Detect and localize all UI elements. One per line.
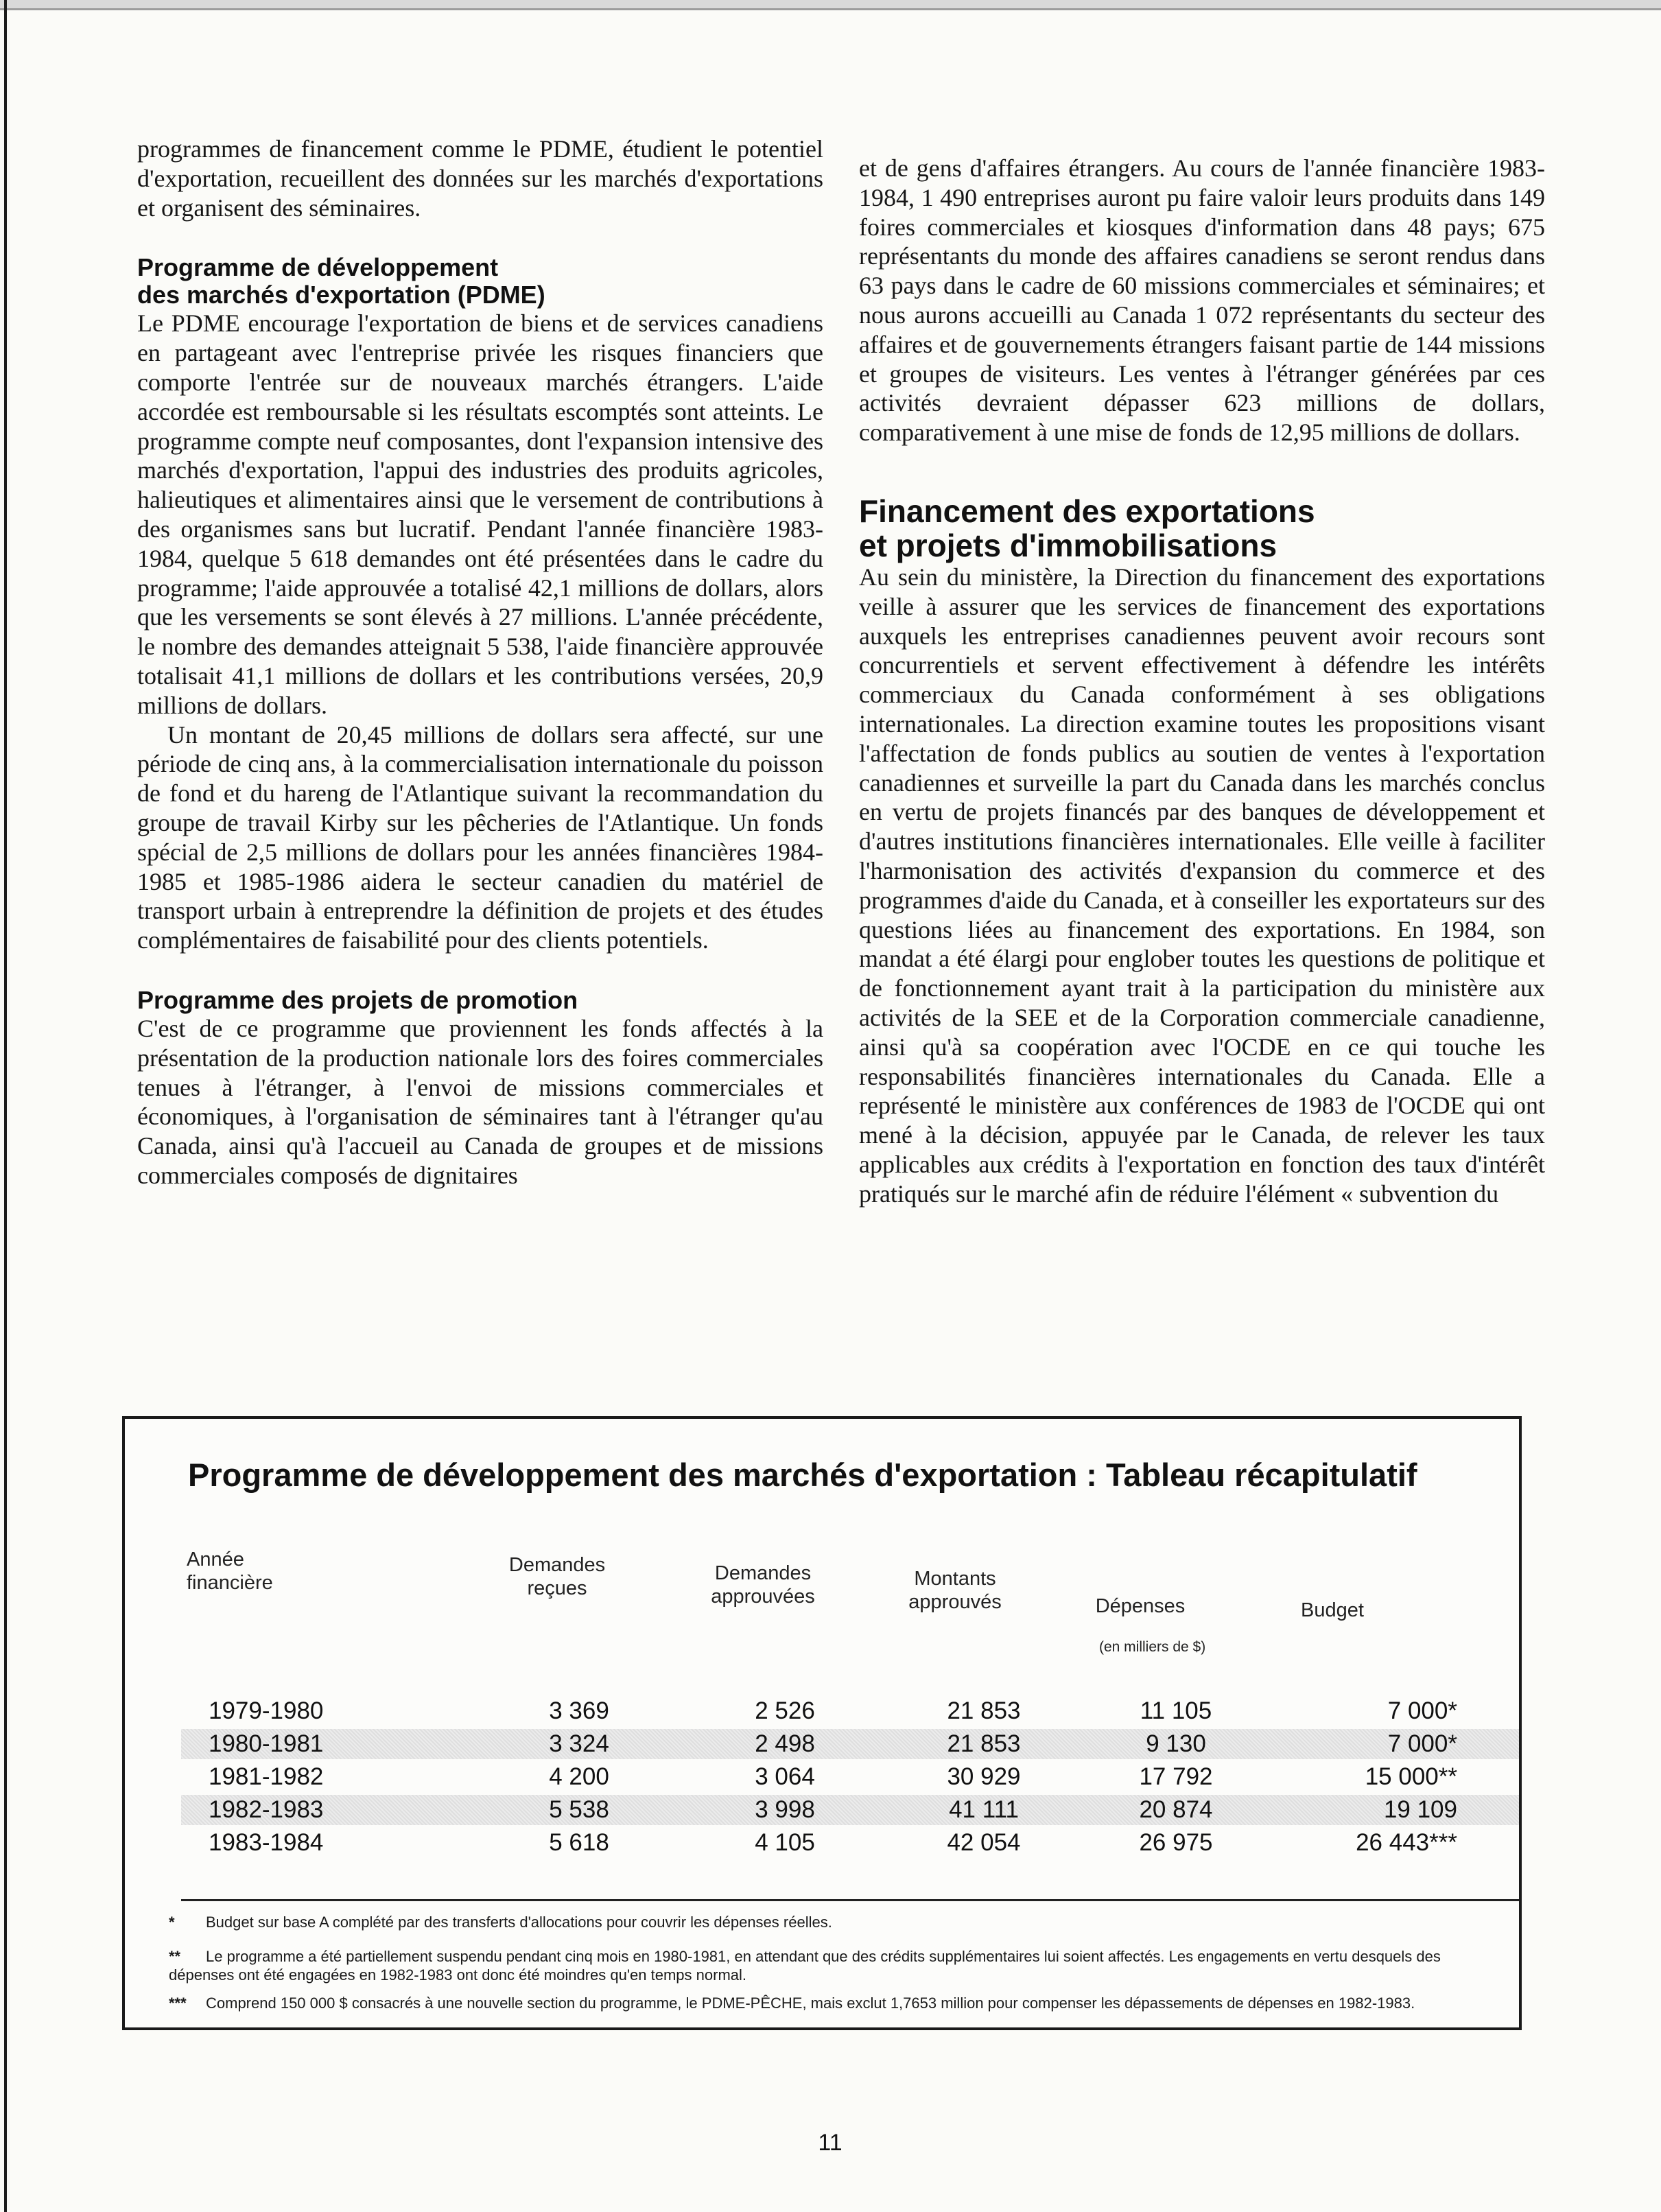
footnote-text: Le programme a été partiellement suspendu pendant cinq mois en 1980-1981, en attendant que des crédits supplémentaires lui soient affectés. Les engagements en vertu desquels des dépenses ont été engagées en 1982-1983 ont donc été moindres qu'en temps normal. <box>169 1948 1441 1984</box>
summary-table-title: Programme de développement des marchés d'exportation : Tableau récapitulatif <box>188 1457 1417 1493</box>
cell-montants: 42 054 <box>947 1829 1021 1856</box>
header-recues-line2: reçues <box>527 1577 587 1599</box>
header-annee-line2: financière <box>187 1572 273 1594</box>
table-row <box>181 1795 1519 1825</box>
cell-budget: 19 109 <box>1383 1796 1457 1823</box>
cell-depenses: 26 975 <box>1139 1829 1213 1856</box>
footnote-text: Comprend 150 000 $ consacrés à une nouvelle section du programme, le PDME-PÊCHE, mais exclut 1,7653 million pour compenser les dépassements de dépenses en 1982-1983. <box>206 1995 1415 2012</box>
financing-heading-line2: et projets d'immobilisations <box>859 527 1277 563</box>
cell-recues: 3 369 <box>549 1697 609 1724</box>
header-demandes-recues <box>482 1553 633 1600</box>
pdme-paragraph-1: Le PDME encourage l'exportation de biens et de services canadiens en partageant avec l'entreprise privée les risques financiers que comporte l'entrée sur de nouveaux marchés étrangers. L'aide accordée est remboursable si les résultats escomptés sont atteints. Le programme compte neuf composantes, dont l'expansion intensive des marchés d'exportation, l'appui des industries des produits agricoles, halieutiques et alimentaires ainsi que le versement de contributions à des organismes sans but lucratif. Pendant l'année financière 1983-1984, quelque 5 618 demandes ont été présentées dans le cadre du programme; l'aide approuvée a totalisé 42,1 millions de dollars, alors que les versements se sont élevés à 27 millions. L'année précédente, le nombre des demandes atteignait 5 538, l'aide financière approuvée totalisait 41,1 millions de dollars et les contributions versées, 20,9 millions de dollars. <box>137 309 823 719</box>
cell-recues: 5 538 <box>549 1796 609 1823</box>
header-recues-line1: Demandes <box>508 1554 606 1576</box>
cell-approuvees: 3 064 <box>755 1763 815 1790</box>
financing-paragraph: Au sein du ministère, la Direction du financement des exportations veille à assurer que les services de financement des exportations auxquels les entreprises canadiennes peuvent avoir recours sont concurrentiels et servent effectivement à défendre les intérêts commerciaux du Canada conformément à ses obligations internationales. La direction examine toutes les propositions visant l'affectation de fonds publics au soutien de ventes à l'exportation canadiennes et surveille la part du Canada dans les marchés conclus en vertu de projets financés par des banques de développement et d'autres institutions financières internationales. Elle veille à faciliter l'harmonisation des activités d'expansion du commerce et des programmes d'aide du Canada, et à conseiller les exportateurs sur des questions liées au financement des exportations. En 1984, son mandat a été élargi pour englober toutes les questions de politique et de fonctionnement ayant trait à la participation du ministère aux activités de la SEE et de la Corporation commerciale canadienne, ainsi qu'à sa coopération avec l'OCDE en ce qui touche les responsabilités financières internationales du Canada. Elle a représenté le ministère aux conférences de 1983 de l'OCDE qui ont mené à la décision, appuyée par le Canada, de relever les taux applicables aux crédits à l'exportation en fonction des taux d'intérêt pratiqués sur le marché afin de réduire l'élément « subvention du <box>859 563 1545 1208</box>
table-row <box>181 1828 1519 1858</box>
pdme-heading-line2: des marchés d'exportation (PDME) <box>137 281 545 309</box>
header-annee-line1: Année <box>187 1549 244 1570</box>
header-annee <box>187 1548 338 1595</box>
financing-heading <box>859 494 1545 563</box>
summary-table-box <box>122 1416 1522 2030</box>
footnote-3 <box>169 1994 1486 2012</box>
footnote-2 <box>169 1947 1486 1984</box>
cell-year: 1980-1981 <box>209 1730 324 1757</box>
cell-year: 1982-1983 <box>209 1796 324 1823</box>
cell-approuvees: 2 526 <box>755 1697 815 1724</box>
header-budget: Budget <box>1301 1599 1364 1621</box>
left-column <box>137 134 823 1190</box>
cell-approuvees: 2 498 <box>755 1730 815 1757</box>
cell-year: 1981-1982 <box>209 1763 324 1790</box>
cell-depenses: 20 874 <box>1139 1796 1213 1823</box>
cell-budget: 7 000* <box>1387 1697 1457 1724</box>
cell-depenses: 17 792 <box>1139 1763 1213 1790</box>
header-approuvees-line2: approuvées <box>711 1586 815 1608</box>
cell-montants: 21 853 <box>947 1730 1021 1757</box>
table-divider <box>181 1899 1519 1901</box>
cell-budget: 7 000* <box>1387 1730 1457 1757</box>
page-number: 11 <box>818 2130 843 2156</box>
cell-year: 1983-1984 <box>209 1829 324 1856</box>
header-unit-note: (en milliers de $) <box>1099 1639 1206 1655</box>
header-montants-line2: approuvés <box>908 1591 1002 1613</box>
cell-approuvees: 4 105 <box>755 1829 815 1856</box>
cell-year: 1979-1980 <box>209 1697 324 1724</box>
scan-edge-left <box>4 0 7 2212</box>
footnote-mark: *** <box>169 1995 187 2012</box>
right-column <box>859 154 1545 1209</box>
cell-recues: 4 200 <box>549 1763 609 1790</box>
header-depenses: Dépenses <box>1095 1595 1186 1617</box>
pdme-heading-line1: Programme de développement <box>137 253 499 282</box>
cell-depenses: 9 130 <box>1146 1730 1206 1757</box>
table-row <box>181 1762 1519 1792</box>
header-montants-line1: Montants <box>914 1568 996 1590</box>
table-row <box>181 1696 1519 1726</box>
scan-edge-top <box>0 0 1661 8</box>
promotion-paragraph: C'est de ce programme que proviennent les fonds affectés à la présentation de la production nationale lors des foires commerciales tenues à l'étranger, à l'envoi de missions commerciales et économiques, à l'organisation de séminaires tant à l'étranger qu'au Canada, ainsi qu'à l'accueil au Canada de groupes et de missions commerciales composés de dignitaires <box>137 1014 823 1189</box>
header-montants-approuves <box>880 1567 1030 1614</box>
header-approuvees-line1: Demandes <box>714 1562 812 1584</box>
footnote-1 <box>169 1913 1486 1931</box>
cell-montants: 30 929 <box>947 1763 1021 1790</box>
header-demandes-approuvees <box>674 1562 852 1608</box>
pdme-heading <box>137 254 823 309</box>
pdme-paragraph-2: Un montant de 20,45 millions de dollars sera affecté, sur une période de cinq ans, à la commercialisation internationale du poisson de fond et du hareng de l'Atlantique suivant la recommandation du groupe de travail Kirby sur les pêcheries de l'Atlantique. Un fonds spécial de 2,5 millions de dollars pour les années financières 1984-1985 et 1985-1986 aidera le secteur canadien du matériel de transport urbain à entreprendre la définition de projets et des études complémentaires de faisabilité pour des clients potentiels. <box>137 720 823 954</box>
promotion-heading: Programme des projets de promotion <box>137 985 578 1014</box>
cell-recues: 3 324 <box>549 1730 609 1757</box>
cell-recues: 5 618 <box>549 1829 609 1856</box>
footnote-mark: ** <box>169 1948 181 1965</box>
promotion-continued-paragraph: et de gens d'affaires étrangers. Au cours de l'année financière 1983-1984, 1 490 entreprises auront pu faire valoir leurs produits dans 149 foires commerciales et kiosques d'information dans 48 pays; 675 représentants du monde des affaires canadiens se seront rendus dans 63 pays dans le cadre de 60 missions commerciales et séminaires; et nous aurons accueilli au Canada 1 072 représentants du secteur des affaires et de gouvernements étrangers faisant partie de 144 missions et groupes de visiteurs. Les ventes à l'étranger générées par ces activités devraient dépasser 623 millions de dollars, comparativement à une mise de fonds de 12,95 millions de dollars. <box>859 154 1545 447</box>
cell-approuvees: 3 998 <box>755 1796 815 1823</box>
cell-budget: 15 000** <box>1365 1763 1457 1790</box>
financing-heading-line1: Financement des exportations <box>859 493 1315 529</box>
cell-depenses: 11 105 <box>1140 1697 1212 1724</box>
table-row <box>181 1729 1519 1759</box>
scan-edge-line <box>0 8 1661 10</box>
footnote-mark: * <box>169 1914 175 1931</box>
cell-montants: 21 853 <box>947 1697 1021 1724</box>
footnote-text: Budget sur base A complété par des transferts d'allocations pour couvrir les dépenses réelles. <box>206 1914 832 1931</box>
cell-montants: 41 111 <box>949 1796 1019 1823</box>
cell-budget: 26 443*** <box>1356 1829 1457 1856</box>
intro-paragraph: programmes de financement comme le PDME, étudient le potentiel d'exportation, recueillent des données sur les marchés d'exportations et organisent des séminaires. <box>137 135 823 222</box>
